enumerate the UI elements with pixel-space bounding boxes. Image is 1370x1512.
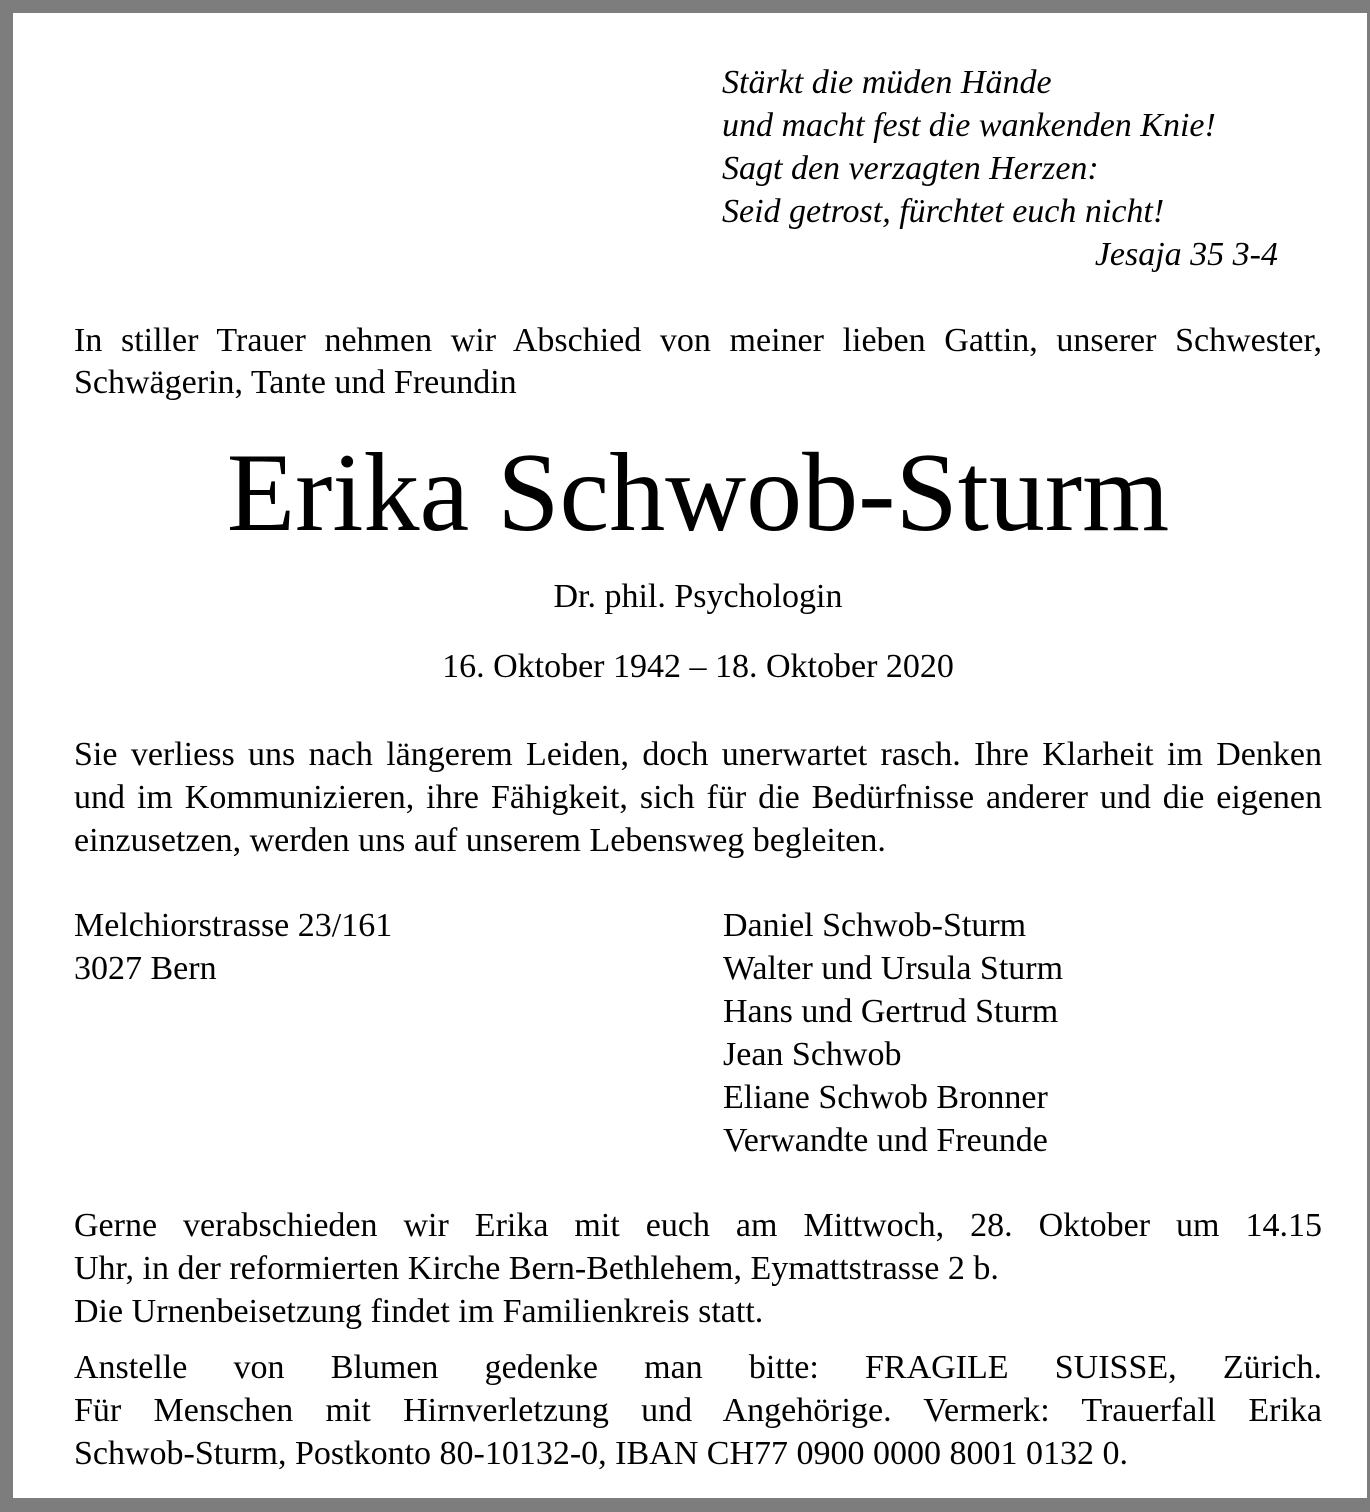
donation-line: Schwob-Sturm, Postkonto 80-10132-0, IBAN CH77 0900 0000 8001 0132 0. (74, 1435, 1129, 1472)
service-info (74, 1204, 1322, 1333)
bible-verse (722, 61, 1322, 276)
life-dates: 16. Oktober 1942 – 18. Oktober 2020 (442, 648, 954, 685)
mourner-name: Eliane Schwob Bronner (723, 1079, 1048, 1116)
donation-info (74, 1346, 1322, 1475)
intro-text: In stiller Trauer nehmen wir Abschied von meiner lieben Gattin, unserer Schwester, Schwägerin, Tante und Freundin (74, 322, 1322, 401)
verse-line: Seid getrost, fürchtet euch nicht! (722, 193, 1165, 230)
mourners-list (723, 904, 1323, 1162)
mourner-name: Daniel Schwob-Sturm (723, 907, 1027, 944)
verse-reference: Jesaja 35 3-4 (1094, 236, 1278, 273)
address-block (74, 904, 674, 990)
donation-line: Anstelle von Blumen gedenke man bitte: FRAGILE SUISSE, Zürich. (74, 1349, 1322, 1386)
verse-line: Stärkt die müden Hände (722, 64, 1052, 101)
donation-line: Für Menschen mit Hirnverletzung und Angehörige. Vermerk: Trauerfall Erika (74, 1392, 1322, 1429)
address-city: 3027 Bern (74, 950, 217, 987)
deceased-title: Dr. phil. Psychologin (553, 578, 843, 615)
service-line: Die Urnenbeisetzung findet im Familienkreis statt. (74, 1293, 764, 1330)
mourner-name: Jean Schwob (723, 1036, 902, 1073)
service-line: Uhr, in der reformierten Kirche Bern-Bethlehem, Eymattstrasse 2 b. (74, 1250, 999, 1287)
mourner-name: Walter und Ursula Sturm (723, 950, 1064, 987)
service-line: Gerne verabschieden wir Erika mit euch am Mittwoch, 28. Oktober um 14.15 (74, 1207, 1322, 1244)
address-street: Melchiorstrasse 23/161 (74, 907, 393, 944)
deceased-name: Erika Schwob-Sturm (226, 431, 1170, 555)
verse-line: Sagt den verzagten Herzen: (722, 150, 1099, 187)
mourner-name: Hans und Gertrud Sturm (723, 993, 1059, 1030)
mourner-name: Verwandte und Freunde (723, 1122, 1048, 1159)
tribute-text: Sie verliess uns nach längerem Leiden, doch unerwartet rasch. Ihre Klarheit im Denken und im Kommunizieren, ihre Fähigkeit, sich für die Bedürfnisse anderer und die eigenen einzusetzen, werden uns auf unserem Lebensweg begleiten. (74, 736, 1322, 859)
verse-line: und macht fest die wankenden Knie! (722, 107, 1216, 144)
